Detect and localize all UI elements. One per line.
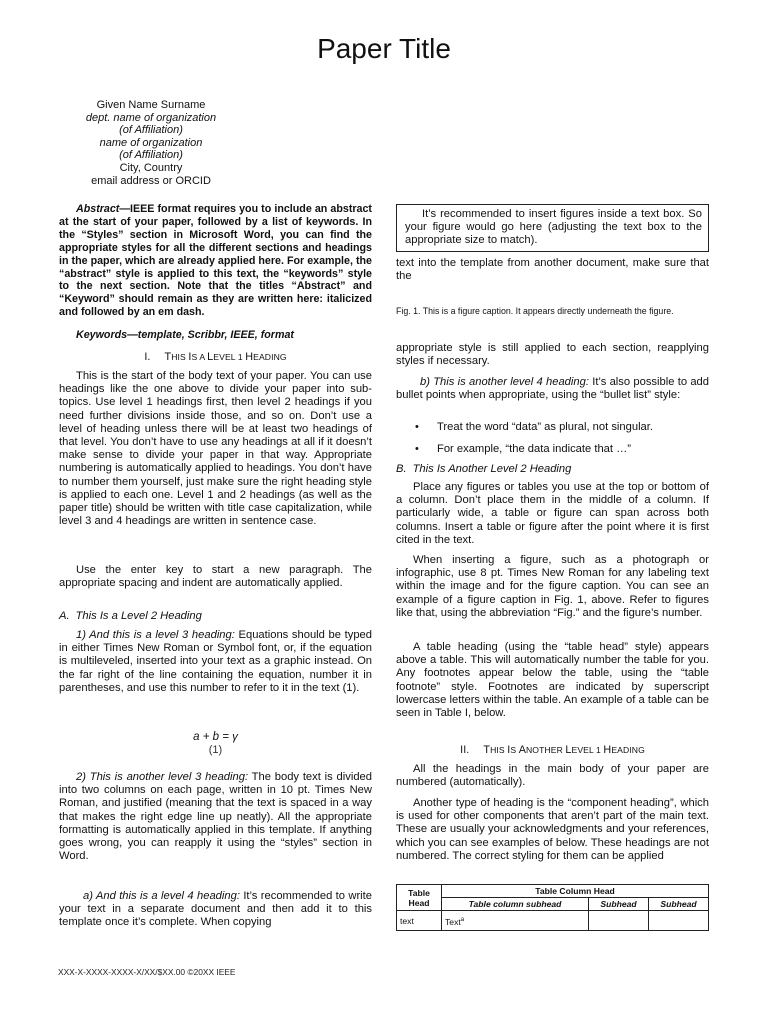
figure-paragraph-1: Place any figures or tables you use at the top or bottom of a column. Don’t place them in the middle of a column. If particularly wide, a table or figure can span across both columns. Insert a table or figure after the point where it is first cited in the text.	[396, 481, 709, 546]
body-paragraph-1: This is the start of the body text of your paper. You can use headings like the one above to divide your paper into sub-topics. Use level 1 headings first, then level 2 headings if you need further divisions inside those, and so on. Don’t use a level of heading unless there will be at least two headings of that level. You don’t have to use any headings at all if it doesn’t make sense to divide your paper in that way. Appropriate numbering is automatically applied to headings. You don’t have to number them yourself, just make sure the right heading style is applied to each one. Level 1 and 2 headings (as well as the paper title) should be written with title case capitalization, while level 3 and 4 headings are written in sentence case.	[59, 370, 372, 528]
level3-heading-2: 2) This is another level 3 heading:	[76, 771, 249, 783]
author-name: Given Name Surname	[96, 99, 206, 111]
section-number: II.	[460, 744, 470, 756]
table-subhead: Subhead	[589, 898, 649, 911]
list-item: • Treat the word “data” as plural, not singular.	[415, 421, 653, 433]
body-paragraph-2: Use the enter key to start a new paragraph. The appropriate spacing and indent are automatically applied.	[59, 564, 372, 590]
section-heading-1b: II. THIS IS ANOTHER LEVEL 1 HEADING	[460, 744, 645, 756]
abstract-label: Abstract	[76, 203, 120, 215]
author-block	[62, 99, 240, 187]
list-item: • For example, “the data indicate that …”	[415, 443, 632, 455]
figure-paragraph-2: When inserting a figure, such as a photograph or infographic, use 8 pt. Times New Roman for any labeling text within the image and for the figure caption. You can see an example of a figure caption in Fig. 1, above. Refer to figures like that, using the abbreviation “Fig.” and the figure’s number.	[396, 554, 709, 619]
table-paragraph: A table heading (using the “table head” style) appears above a table. This will automatically number the table for you. Any footnotes appear below the table, using the “table footnote” style. Footnotes are indicated by superscript lowercase letters within the table. An example of a table can be seen in Table I, below.	[396, 641, 709, 720]
continued-paragraph: text into the template from another document, make sure that the	[396, 257, 709, 283]
level4-heading-1: a) And this is a level 4 heading:	[83, 890, 240, 902]
figure-caption: Fig. 1. This is a figure caption. It appears directly underneath the figure.	[396, 306, 674, 316]
section-number: I.	[144, 351, 151, 363]
table-cell	[589, 911, 649, 931]
equation-number: (1)	[208, 744, 223, 756]
section-heading-2b: B. This Is Another Level 2 Heading	[396, 463, 572, 475]
table-1	[396, 884, 709, 931]
level4-paragraph-1: a) And this is a level 4 heading: It’s recommended to write your text in a separate document and then add it to this template once it’s complete. When copying	[59, 890, 372, 929]
table-subhead: Subhead	[649, 898, 709, 911]
level3-paragraph-2: 2) This is another level 3 heading: The body text is divided into two columns on each page, written in 10 pt. Times New Roman, and justified (meaning that the text is spaced in a way that makes the right edge line up neatly). All the appropriate formatting is automatically applied in this template. If anything goes wrong, you can reapply it using the “styles” section in Word.	[59, 771, 372, 863]
equation: a + b = γ	[193, 731, 238, 743]
abstract	[59, 203, 372, 319]
keywords: Keywords—template, Scribbr, IEEE, format	[76, 329, 294, 341]
bullet-list	[396, 421, 709, 465]
author-affiliation-1: (of Affiliation)	[119, 124, 183, 137]
style-paragraph: appropriate style is still applied to each section, reapplying styles if necessary.	[396, 342, 709, 368]
author-affiliation-2: (of Affiliation)	[119, 149, 183, 162]
level4-heading-2: b) This is another level 4 heading:	[420, 376, 589, 388]
level3-paragraph-1: 1) And this is a level 3 heading: Equations should be typed in either Times New Roman or Symbol font, or, if the equation is multileveled, inserted into your text as a graphic instead. On the far right of the line containing the equation, number it in parentheses, and use this number to refer to it in the text (1).	[59, 629, 372, 694]
headings-paragraph: All the headings in the main body of your paper are numbered (automatically).	[396, 763, 709, 789]
table-cell: Text$^a$	[442, 911, 589, 931]
table-cell	[649, 911, 709, 931]
section-heading-1: I. THIS IS A LEVEL 1 HEADING	[144, 351, 287, 363]
table-column-head: Table Column Head	[442, 885, 709, 898]
component-paragraph: Another type of heading is the “component heading”, which is used for other components that aren’t part of the main text. These are usually your acknowledgments and your references, which you can see examples of below. These headings are not numbered. The correct styling for them can be applied	[396, 797, 709, 862]
level4-paragraph-2: b) This is another level 4 heading: It’s also possible to add bullet points when appropriate, using the “bullet list” style:	[396, 376, 709, 402]
figure-textbox: It’s recommended to insert figures inside a text box. So your figure would go here (adjusting the text box to the appropriate size to match).	[396, 204, 709, 252]
table-subhead: Table column subhead	[442, 898, 589, 911]
level3-heading-1: 1) And this is a level 3 heading:	[76, 629, 235, 641]
abstract-text: —IEEE format requires you to include an abstract at the start of your paper, followed by a list of keywords. In the “Styles” section in Microsoft Word, you can find the appropriate styles for all the different sections and headings in the paper, which are already applied here. For example, the “abstract” style is applied to this text, the “keywords” style to the next section. Note that the titles “Abstract” and “Keyword” should remain as they are written here: italicized and followed by an em dash.	[59, 203, 372, 319]
author-organization: name of organization	[99, 136, 203, 149]
bullet-icon: •	[415, 421, 419, 433]
table-head-corner: Table Head	[397, 885, 442, 911]
section-heading-2a: A. This Is a Level 2 Heading	[59, 610, 202, 622]
bullet-icon: •	[415, 443, 419, 455]
author-city: City, Country	[119, 161, 183, 174]
paper-title: Paper Title	[317, 33, 451, 64]
author-email: email address or ORCID	[91, 174, 211, 187]
table-row-label: text	[397, 911, 442, 931]
copyright-footer: XXX-X-XXXX-XXXX-X/XX/$XX.00 ©20XX IEEE	[58, 967, 236, 977]
author-dept: dept. name of organization	[85, 111, 217, 124]
